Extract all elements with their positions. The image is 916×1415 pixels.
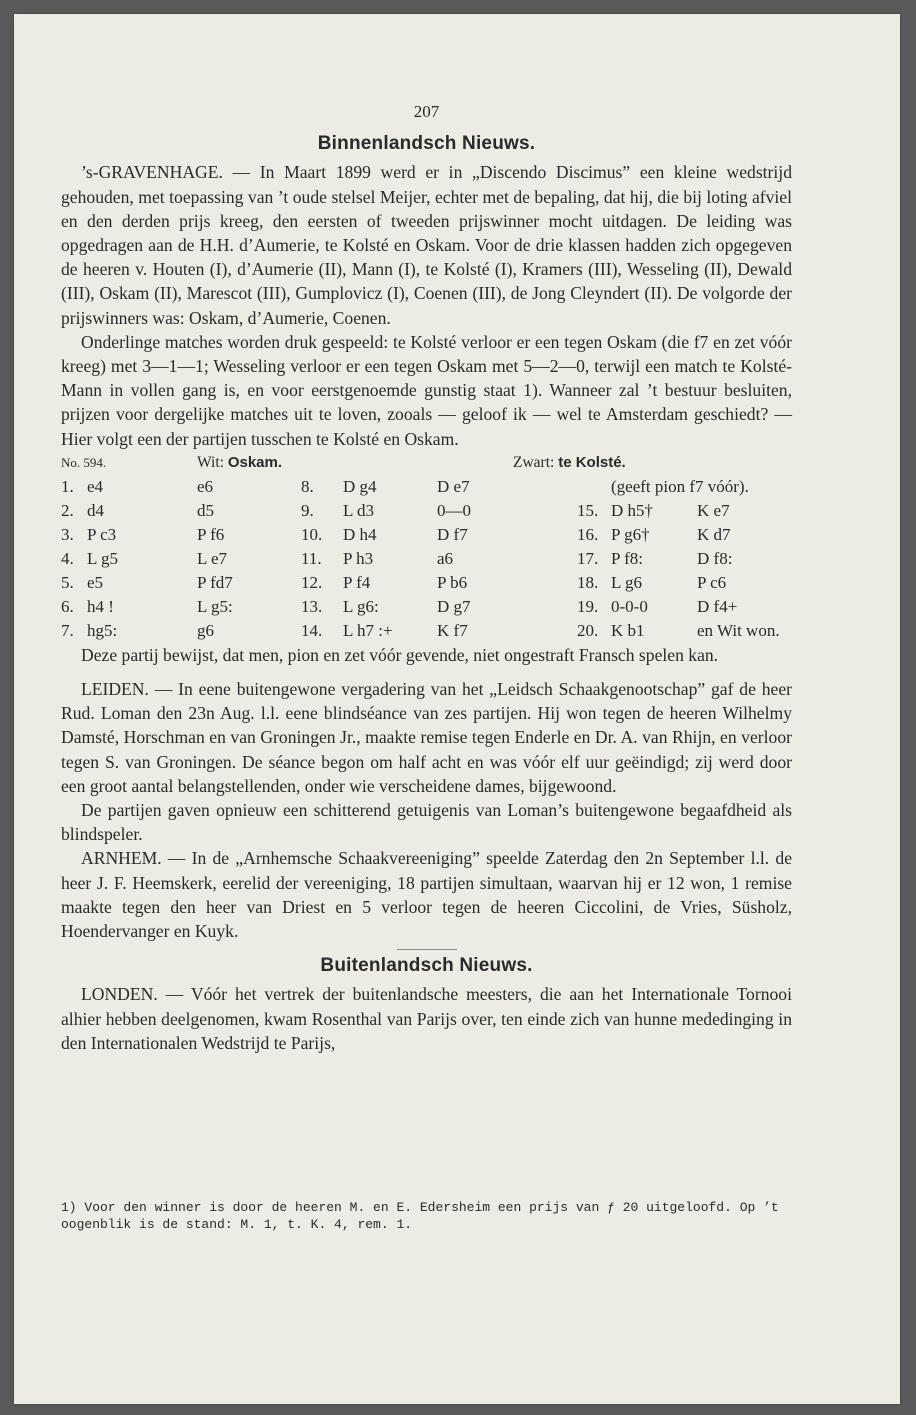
game-header	[61, 451, 792, 475]
paragraph-leiden: LEIDEN. — In eene buitengewone vergadering van het „Leidsch Schaakgenootschap” gaf de heer Rud. Loman den 23n Aug. l.l. eene blindséance van zes partijen. Hij won tegen de heeren Wilhelmy Damsté, Horschman en van Groningen Jr., maakte remise tegen Enderle en Dr. A. van Rhijn, en verloor tegen S. van Groningen. De séance begon om half acht en was vóór elf uur geëindigd; zij werd door een groot aantal belangstellenden, onder wie verscheidene dames, bijgewoond.	[61, 679, 792, 796]
white-move: K b1	[611, 620, 645, 640]
black-move: en Wit won.	[697, 620, 780, 640]
white-move: hg5:	[87, 620, 118, 640]
white-move: 0-0-0	[611, 596, 648, 616]
white-move: D h5†	[611, 500, 654, 520]
black-move: D f8:	[697, 548, 733, 568]
game-moves	[61, 475, 792, 643]
black-move: D e7	[437, 476, 470, 496]
black-move: g6	[197, 620, 214, 640]
black-player: Zwart: te Kolsté.	[513, 453, 626, 471]
black-move: D f7	[437, 524, 468, 544]
white-move: D h4	[343, 524, 377, 544]
move-number: 10.	[301, 524, 323, 544]
move-number: 16.	[577, 524, 599, 544]
move-number: 19.	[577, 596, 599, 616]
black-move: K d7	[697, 524, 731, 544]
black-move: D g7	[437, 596, 471, 616]
white-player: Wit: Oskam.	[197, 453, 283, 471]
white-move: L g6:	[343, 596, 379, 616]
paragraph-conclusion: Deze partij bewijst, dat men, pion en zet vóór gevende, niet ongestraft Fransch spelen kan.	[81, 644, 719, 665]
white-move: e4	[87, 476, 104, 496]
paragraph-onderlinge-matches: Onderlinge matches worden druk gespeeld: te Kolsté verloor er een tegen Oskam (die f7 en zet vóór kreeg) met 3—1—1; Wesseling verloor er een tegen Oskam met 5—2—0, terwijl een match te Kolsté-Mann in vollen gang is, en voor eerstgenoemde gunstig staat 1). Wanneer zal ’t bestuur besluiten, prijzen voor dergelijke matches uit te loven, zooals — geloof ik — wel te Amsterdam geschiedt? — Hier volgt een der partijen tusschen te Kolsté en Oskam.	[61, 331, 792, 449]
paragraph-gravenhage: ’s-GRAVENHAGE. — In Maart 1899 werd er in „Discendo Discimus” een kleine wedstrijd gehouden, met toepassing van ’t oude stelsel Meijer, echter met de bepaling, dat hij, die bij loting afviel en den derden prijs kreeg, den eersten of tweeden prijswinner mocht uitdagen. De leiding was opgedragen aan de H.H. d’Aumerie, te Kolsté en Oskam. Voor de drie klassen hadden zich opgegeven de heeren v. Houten (I), d’Aumerie (II), Mann (I), te Kolsté (I), Kramers (III), Wesseling (II), Dewald (III), Oskam (II), Marescot (III), Gumplovicz (I), Coenen (III), de Jong Cleyndert (II). De volgorde der prijswinners was: Oskam, d’Aumerie, Coenen.	[61, 162, 792, 328]
black-move: D f4+	[697, 596, 738, 616]
move-number: 9.	[301, 500, 314, 520]
black-move: P f6	[197, 524, 225, 544]
move-number: 11.	[301, 548, 322, 568]
white-move: L g5	[87, 548, 119, 568]
white-move: P f8:	[611, 548, 643, 568]
black-move: L g5:	[197, 596, 233, 616]
white-move: L h7 :+	[343, 620, 393, 640]
handicap-note: (geeft pion f7 vóór).	[611, 476, 749, 496]
page-content	[61, 100, 792, 1055]
black-move: P fd7	[197, 572, 233, 592]
white-move: D g4	[343, 476, 377, 496]
white-move: L d3	[343, 500, 375, 520]
white-move: P f4	[343, 572, 371, 592]
move-number: 14.	[301, 620, 323, 640]
black-move: d5	[197, 500, 214, 520]
move-number: 20.	[577, 620, 599, 640]
black-move: a6	[437, 548, 454, 568]
paragraph-loman: De partijen gaven opnieuw een schitterend getuigenis van Loman’s buitengewone begaafdheid als blindspeler.	[61, 800, 792, 845]
move-number: 6.	[61, 596, 74, 616]
white-move: P g6†	[611, 524, 650, 544]
black-move: e6	[197, 476, 214, 496]
heading-buitenlandsch-nieuws: Buitenlandsch Nieuws.	[320, 955, 533, 977]
page-number: 207	[413, 102, 440, 121]
black-move: L e7	[197, 548, 228, 568]
book-page	[14, 14, 900, 1404]
white-move: d4	[87, 500, 104, 520]
white-move: h4 !	[87, 596, 114, 616]
move-number: 2.	[61, 500, 74, 520]
move-number: 7.	[61, 620, 74, 640]
move-number: 3.	[61, 524, 74, 544]
move-number: 12.	[301, 572, 323, 592]
game-number: No. 594.	[61, 454, 107, 470]
move-number: 15.	[577, 500, 599, 520]
move-number: 13.	[301, 596, 323, 616]
black-move: P c6	[697, 572, 727, 592]
white-move: L g6	[611, 572, 643, 592]
paragraph-londen: LONDEN. — Vóór het vertrek der buitenlandsche meesters, die aan het Internationale Tornooi alhier hebben deelgenomen, kwam Rosenthal van Parijs over, ten einde zich van hunne mededinging in den Internationalen Wedstrijd te Parijs,	[61, 984, 792, 1053]
section-divider	[397, 949, 457, 950]
move-number: 17.	[577, 548, 599, 568]
move-number: 1.	[61, 476, 74, 496]
move-number: 8.	[301, 476, 314, 496]
heading-binnenlandsch-nieuws: Binnenlandsch Nieuws.	[317, 133, 536, 155]
black-move: K f7	[437, 620, 468, 640]
black-move: K e7	[697, 500, 730, 520]
move-number: 4.	[61, 548, 74, 568]
move-number: 18.	[577, 572, 599, 592]
white-move: P h3	[343, 548, 374, 568]
move-number: 5.	[61, 572, 74, 592]
footnote: 1) Voor den winner is door de heeren M. en E. Edersheim een prijs van ƒ 20 uitgeloofd. Op ’t oogenblik is de stand: M. 1, t. K. 4, rem. 1.	[61, 1200, 779, 1232]
black-move: P b6	[437, 572, 468, 592]
white-move: P c3	[87, 524, 117, 544]
paragraph-arnhem: ARNHEM. — In de „Arnhemsche Schaakvereeniging” speelde Zaterdag den 2n September l.l. de heer J. F. Heemskerk, eerelid der vereeniging, 18 partijen simultaan, waarvan hij er 12 won, 1 remise maakte tegen den heer van Driest en 5 verloor tegen de heeren Ciccolini, de Vries, Süsholz, Hoendervanger en Kuyk.	[61, 848, 792, 942]
black-move: 0—0	[437, 500, 471, 520]
white-move: e5	[87, 572, 104, 592]
